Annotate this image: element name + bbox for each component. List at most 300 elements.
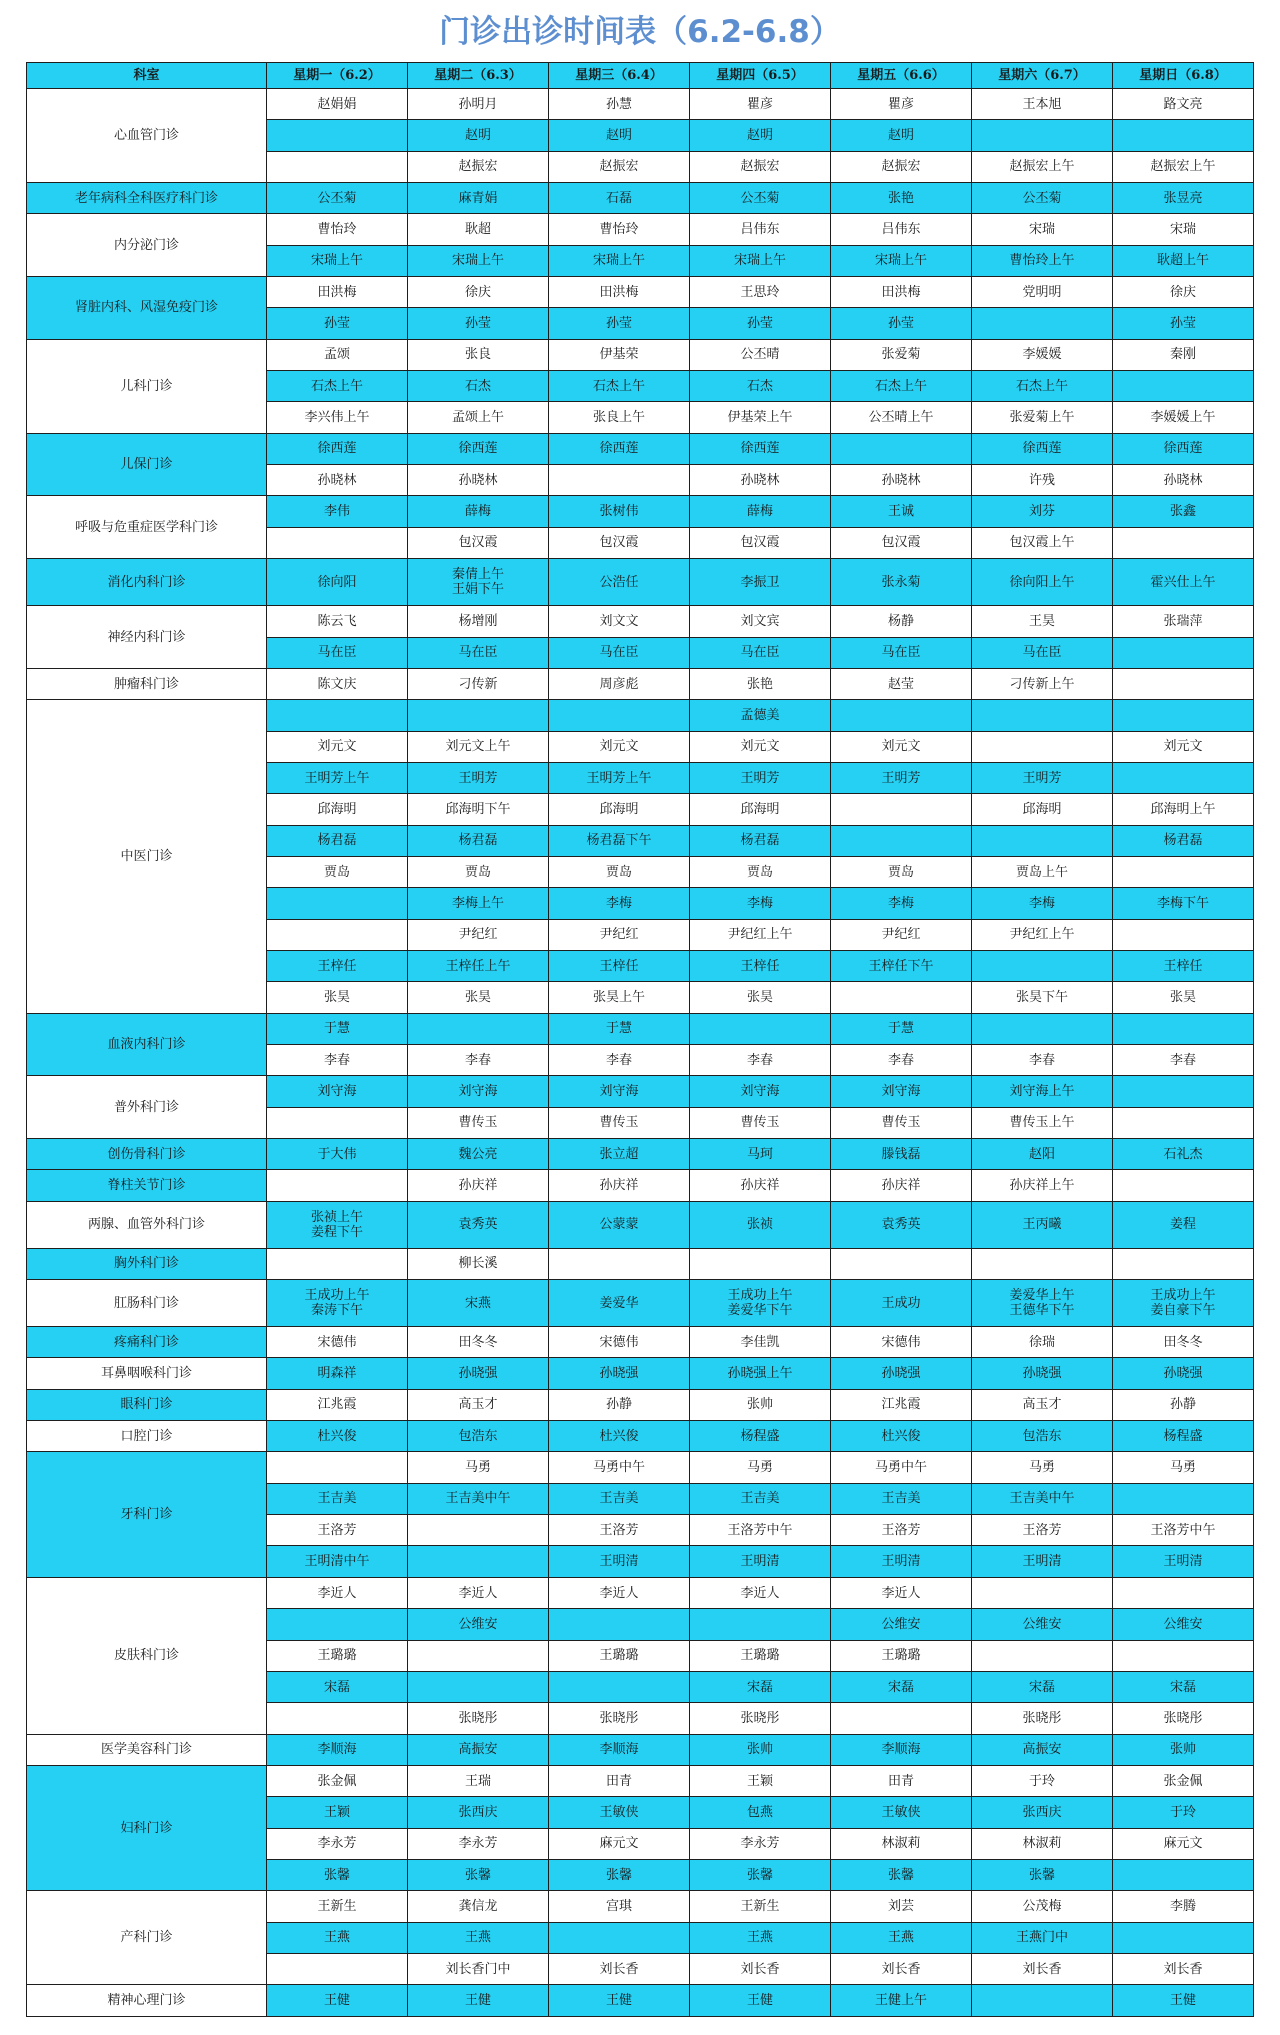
- schedule-cell: 张晓彤: [549, 1703, 690, 1734]
- schedule-cell: 杨君磊下午: [549, 825, 690, 856]
- schedule-cell: 石杰上午: [972, 371, 1113, 402]
- schedule-cell: 王成功: [831, 1280, 972, 1327]
- schedule-cell: 贾岛上午: [972, 856, 1113, 887]
- schedule-cell: 石杰上午: [267, 371, 408, 402]
- schedule-cell: 宋德伟: [267, 1327, 408, 1358]
- schedule-cell: 田冬冬: [408, 1327, 549, 1358]
- schedule-cell: 王燕门中: [972, 1922, 1113, 1953]
- schedule-cell: 公维安: [1113, 1609, 1254, 1640]
- schedule-cell: [831, 982, 972, 1013]
- schedule-cell: [1113, 1076, 1254, 1107]
- department-name: 妇科门诊: [27, 1765, 267, 1890]
- schedule-cell: [972, 1013, 1113, 1044]
- schedule-cell: [549, 1248, 690, 1279]
- schedule-cell: 宋燕: [408, 1280, 549, 1327]
- schedule-cell: 王梓任: [549, 950, 690, 981]
- schedule-cell: [267, 888, 408, 919]
- schedule-cell: 公茂梅: [972, 1891, 1113, 1922]
- schedule-cell: 田洪梅: [549, 277, 690, 308]
- schedule-cell: 宋瑞上午: [408, 245, 549, 276]
- schedule-cell: 马在臣: [690, 637, 831, 668]
- schedule-cell: 王璐璐: [267, 1640, 408, 1671]
- schedule-cell: 耿超上午: [1113, 245, 1254, 276]
- schedule-cell: 麻青娟: [408, 183, 549, 214]
- department-name: 血液内科门诊: [27, 1013, 267, 1076]
- schedule-cell: 曹传玉: [408, 1107, 549, 1138]
- schedule-cell: [267, 1953, 408, 1984]
- schedule-cell: 李永芳: [267, 1828, 408, 1859]
- schedule-cell: 柳长溪: [408, 1248, 549, 1279]
- table-row: [27, 1327, 1254, 1358]
- schedule-cell: 薛梅: [408, 496, 549, 527]
- header-day: 星期五（6.6）: [831, 63, 972, 89]
- schedule-cell: 张瑞萍: [1113, 606, 1254, 637]
- schedule-cell: 邱海明: [549, 794, 690, 825]
- schedule-cell: 王明芳上午: [549, 762, 690, 793]
- schedule-cell: 包汉霞: [690, 527, 831, 558]
- schedule-cell: 赵莹: [831, 668, 972, 699]
- schedule-cell: 孟颂: [267, 339, 408, 370]
- schedule-cell: 李梅: [831, 888, 972, 919]
- schedule-cell: 杜兴俊: [267, 1421, 408, 1452]
- schedule-cell: 孙静: [1113, 1389, 1254, 1420]
- table-row: [27, 606, 1254, 637]
- schedule-cell: 徐瑞: [972, 1327, 1113, 1358]
- schedule-cell: 马在臣: [408, 637, 549, 668]
- schedule-cell: 刘元文: [1113, 731, 1254, 762]
- schedule-cell: 麻元文: [549, 1828, 690, 1859]
- schedule-cell: 李春: [549, 1044, 690, 1075]
- schedule-cell: 赵明: [690, 120, 831, 151]
- schedule-cell: 杜兴俊: [549, 1421, 690, 1452]
- schedule-cell: [267, 151, 408, 182]
- schedule-cell: [972, 950, 1113, 981]
- schedule-cell: 王洛芳中午: [1113, 1515, 1254, 1546]
- schedule-cell: 王诚: [831, 496, 972, 527]
- schedule-cell: [267, 700, 408, 731]
- schedule-cell: 陈云飞: [267, 606, 408, 637]
- schedule-cell: 公丕晴: [690, 339, 831, 370]
- schedule-cell: 孙莹: [831, 308, 972, 339]
- schedule-cell: [690, 1248, 831, 1279]
- schedule-cell: 王健: [549, 1985, 690, 2017]
- schedule-cell: 张馨: [408, 1859, 549, 1890]
- schedule-cell: 尹纪红: [831, 919, 972, 950]
- schedule-cell: 张昱亮: [1113, 183, 1254, 214]
- schedule-cell: 马在臣: [549, 637, 690, 668]
- schedule-cell: 王燕: [690, 1922, 831, 1953]
- table-row: [27, 668, 1254, 699]
- header-dept: 科室: [27, 63, 267, 89]
- schedule-cell: 邱海明: [972, 794, 1113, 825]
- schedule-cell: 包汉霞: [408, 527, 549, 558]
- schedule-cell: 刘芸: [831, 1891, 972, 1922]
- schedule-cell: 高玉才: [408, 1389, 549, 1420]
- schedule-cell: 袁秀英: [408, 1201, 549, 1248]
- schedule-cell: 张晓彤: [972, 1703, 1113, 1734]
- schedule-cell: [1113, 1577, 1254, 1608]
- schedule-cell: 徐向阳: [267, 559, 408, 606]
- schedule-cell: [1113, 1859, 1254, 1890]
- schedule-cell: 刘长香: [549, 1953, 690, 1984]
- schedule-cell: 李梅上午: [408, 888, 549, 919]
- schedule-cell: 宋磊: [972, 1671, 1113, 1702]
- schedule-cell: 公维安: [831, 1609, 972, 1640]
- schedule-cell: 张馨: [267, 1859, 408, 1890]
- schedule-cell: [690, 1013, 831, 1044]
- schedule-cell: 曹传玉: [690, 1107, 831, 1138]
- schedule-cell: 王洛芳: [972, 1515, 1113, 1546]
- schedule-cell: 张晓彤: [1113, 1703, 1254, 1734]
- schedule-cell: 公浩任: [549, 559, 690, 606]
- schedule-cell: 李梅: [972, 888, 1113, 919]
- table-row: [27, 559, 1254, 606]
- schedule-cell: 包浩东: [972, 1421, 1113, 1452]
- schedule-cell: 张艳: [831, 183, 972, 214]
- schedule-cell: 张祯: [690, 1201, 831, 1248]
- schedule-cell: 孙莹: [408, 308, 549, 339]
- schedule-cell: 石杰上午: [549, 371, 690, 402]
- schedule-cell: 吕伟东: [831, 214, 972, 245]
- schedule-cell: 王吉美中午: [408, 1483, 549, 1514]
- table-row: [27, 1389, 1254, 1420]
- schedule-cell: 林淑莉: [831, 1828, 972, 1859]
- schedule-cell: 宋德伟: [549, 1327, 690, 1358]
- schedule-cell: 邱海明上午: [1113, 794, 1254, 825]
- schedule-cell: 尹纪红: [549, 919, 690, 950]
- table-row: [27, 89, 1254, 120]
- schedule-cell: 杨静: [831, 606, 972, 637]
- schedule-cell: 公丕晴上午: [831, 402, 972, 433]
- schedule-cell: 李春: [408, 1044, 549, 1075]
- schedule-cell: [267, 1107, 408, 1138]
- schedule-cell: 刘长香: [690, 1953, 831, 1984]
- schedule-cell: 王敏侠: [549, 1797, 690, 1828]
- schedule-cell: 魏公亮: [408, 1139, 549, 1170]
- schedule-cell: 石杰: [690, 371, 831, 402]
- schedule-cell: 徐西莲: [408, 433, 549, 464]
- department-name: 耳鼻咽喉科门诊: [27, 1358, 267, 1389]
- schedule-cell: [267, 120, 408, 151]
- schedule-cell: 于慧: [267, 1013, 408, 1044]
- schedule-cell: [408, 1640, 549, 1671]
- schedule-cell: [972, 1985, 1113, 2017]
- schedule-cell: 陈文庆: [267, 668, 408, 699]
- schedule-cell: 赵明: [831, 120, 972, 151]
- schedule-cell: 张馨: [549, 1859, 690, 1890]
- schedule-cell: 田冬冬: [1113, 1327, 1254, 1358]
- schedule-cell: 姜爱华: [549, 1280, 690, 1327]
- table-row: [27, 1985, 1254, 2017]
- schedule-cell: 田洪梅: [267, 277, 408, 308]
- department-name: 疼痛科门诊: [27, 1327, 267, 1358]
- schedule-cell: 姜爱华上午 王德华下午: [972, 1280, 1113, 1327]
- schedule-cell: 刘守海上午: [972, 1076, 1113, 1107]
- schedule-cell: 尹纪红上午: [690, 919, 831, 950]
- schedule-cell: 赵振宏: [831, 151, 972, 182]
- schedule-cell: 曹怡玲: [267, 214, 408, 245]
- department-name: 创伤骨科门诊: [27, 1139, 267, 1170]
- table-row: [27, 433, 1254, 464]
- schedule-cell: 石杰: [408, 371, 549, 402]
- schedule-cell: 张晓彤: [408, 1703, 549, 1734]
- schedule-cell: 李近人: [831, 1577, 972, 1608]
- schedule-cell: 孙晓强: [972, 1358, 1113, 1389]
- schedule-cell: [549, 1609, 690, 1640]
- schedule-cell: 秦刚: [1113, 339, 1254, 370]
- schedule-cell: [267, 1248, 408, 1279]
- schedule-cell: 王璐璐: [690, 1640, 831, 1671]
- department-name: 两腺、血管外科门诊: [27, 1201, 267, 1248]
- schedule-cell: 李春: [831, 1044, 972, 1075]
- department-name: 呼吸与危重症医学科门诊: [27, 496, 267, 559]
- schedule-cell: 曹传玉: [831, 1107, 972, 1138]
- schedule-cell: [972, 308, 1113, 339]
- schedule-cell: 刘守海: [267, 1076, 408, 1107]
- schedule-cell: 田青: [831, 1765, 972, 1796]
- schedule-cell: 徐西莲: [972, 433, 1113, 464]
- schedule-cell: 张树伟: [549, 496, 690, 527]
- schedule-cell: 石礼杰: [1113, 1139, 1254, 1170]
- schedule-cell: 杨程盛: [1113, 1421, 1254, 1452]
- table-row: [27, 496, 1254, 527]
- schedule-cell: 王明芳上午: [267, 762, 408, 793]
- schedule-cell: 张昊: [1113, 982, 1254, 1013]
- schedule-cell: [1113, 527, 1254, 558]
- schedule-cell: 孙庆祥: [549, 1170, 690, 1201]
- schedule-cell: 宋磊: [690, 1671, 831, 1702]
- schedule-cell: 贾岛: [690, 856, 831, 887]
- schedule-cell: 王明芳: [408, 762, 549, 793]
- schedule-cell: [408, 1671, 549, 1702]
- schedule-cell: 石磊: [549, 183, 690, 214]
- schedule-cell: 李腾: [1113, 1891, 1254, 1922]
- schedule-cell: 张永菊: [831, 559, 972, 606]
- schedule-cell: [831, 433, 972, 464]
- schedule-cell: 王吉美: [267, 1483, 408, 1514]
- schedule-cell: [972, 1640, 1113, 1671]
- schedule-cell: 王成功上午 姜爱华下午: [690, 1280, 831, 1327]
- schedule-cell: 孙静: [549, 1389, 690, 1420]
- schedule-cell: 江兆霞: [267, 1389, 408, 1420]
- department-name: 儿保门诊: [27, 433, 267, 496]
- schedule-cell: 吕伟东: [690, 214, 831, 245]
- schedule-cell: [1113, 1483, 1254, 1514]
- table-row: [27, 1201, 1254, 1248]
- schedule-cell: 公丕菊: [972, 183, 1113, 214]
- schedule-cell: 张立超: [549, 1139, 690, 1170]
- table-row: [27, 700, 1254, 731]
- schedule-cell: 王成功上午 姜自豪下午: [1113, 1280, 1254, 1327]
- schedule-cell: 麻元文: [1113, 1828, 1254, 1859]
- schedule-cell: 徐西莲: [267, 433, 408, 464]
- header-day: 星期六（6.7）: [972, 63, 1113, 89]
- schedule-cell: 马在臣: [972, 637, 1113, 668]
- schedule-cell: 王洛芳中午: [690, 1515, 831, 1546]
- schedule-cell: [1113, 1170, 1254, 1201]
- schedule-cell: 刘守海: [690, 1076, 831, 1107]
- table-row: [27, 214, 1254, 245]
- schedule-cell: [831, 794, 972, 825]
- schedule-cell: 高振安: [972, 1734, 1113, 1765]
- schedule-cell: 王燕: [267, 1922, 408, 1953]
- schedule-cell: 党明明: [972, 277, 1113, 308]
- schedule-cell: 赵振宏上午: [1113, 151, 1254, 182]
- schedule-cell: 王燕: [408, 1922, 549, 1953]
- schedule-cell: 刘文文: [549, 606, 690, 637]
- schedule-cell: 马在臣: [831, 637, 972, 668]
- schedule-cell: 王瑞: [408, 1765, 549, 1796]
- schedule-cell: 李振卫: [690, 559, 831, 606]
- schedule-cell: 孙晓强: [1113, 1358, 1254, 1389]
- schedule-cell: 江兆霞: [831, 1389, 972, 1420]
- schedule-cell: 宋德伟: [831, 1327, 972, 1358]
- schedule-cell: 刘元文: [831, 731, 972, 762]
- schedule-cell: 宋瑞上午: [690, 245, 831, 276]
- table-row: [27, 1421, 1254, 1452]
- schedule-cell: 公丕菊: [267, 183, 408, 214]
- schedule-cell: 王梓任: [1113, 950, 1254, 981]
- schedule-cell: 孙晓林: [831, 465, 972, 496]
- schedule-cell: 王洛芳: [267, 1515, 408, 1546]
- table-row: [27, 1452, 1254, 1483]
- schedule-cell: 王璐璐: [831, 1640, 972, 1671]
- schedule-cell: 孟颂上午: [408, 402, 549, 433]
- department-name: 肾脏内科、风湿免疫门诊: [27, 277, 267, 340]
- schedule-cell: 孙晓林: [267, 465, 408, 496]
- schedule-cell: 张昊: [690, 982, 831, 1013]
- schedule-cell: 滕钱磊: [831, 1139, 972, 1170]
- schedule-cell: 许残: [972, 465, 1113, 496]
- schedule-cell: 杨程盛: [690, 1421, 831, 1452]
- schedule-cell: 薛梅: [690, 496, 831, 527]
- schedule-cell: 孙明月: [408, 89, 549, 120]
- schedule-cell: 马勇: [1113, 1452, 1254, 1483]
- department-name: 医学美容科门诊: [27, 1734, 267, 1765]
- schedule-body: [27, 89, 1254, 2017]
- schedule-cell: 宋瑞上午: [549, 245, 690, 276]
- department-name: 神经内科门诊: [27, 606, 267, 669]
- schedule-cell: 李佳凯: [690, 1327, 831, 1358]
- schedule-cell: 徐西莲: [690, 433, 831, 464]
- department-name: 眼科门诊: [27, 1389, 267, 1420]
- schedule-cell: [831, 1248, 972, 1279]
- schedule-cell: 徐庆: [1113, 277, 1254, 308]
- schedule-cell: 宋磊: [831, 1671, 972, 1702]
- schedule-cell: 王明芳: [690, 762, 831, 793]
- schedule-cell: 刘文宾: [690, 606, 831, 637]
- schedule-cell: 王明清: [1113, 1546, 1254, 1577]
- schedule-cell: 张祯上午 姜程下午: [267, 1201, 408, 1248]
- department-name: 产科门诊: [27, 1891, 267, 1985]
- schedule-cell: [1113, 762, 1254, 793]
- schedule-cell: 李顺海: [831, 1734, 972, 1765]
- schedule-cell: 伊基荣: [549, 339, 690, 370]
- schedule-cell: 马勇中午: [831, 1452, 972, 1483]
- schedule-cell: 王梓任: [690, 950, 831, 981]
- schedule-cell: [1113, 1013, 1254, 1044]
- table-row: [27, 1170, 1254, 1201]
- schedule-cell: 王璐璐: [549, 1640, 690, 1671]
- table-row: [27, 1765, 1254, 1796]
- schedule-cell: 王健: [690, 1985, 831, 2017]
- schedule-cell: 霍兴仕上午: [1113, 559, 1254, 606]
- schedule-cell: 张馨: [972, 1859, 1113, 1890]
- schedule-cell: 王明芳: [972, 762, 1113, 793]
- header-day: 星期四（6.5）: [690, 63, 831, 89]
- table-row: [27, 339, 1254, 370]
- schedule-cell: 赵明: [408, 120, 549, 151]
- schedule-cell: 王明清: [690, 1546, 831, 1577]
- schedule-cell: [1113, 1248, 1254, 1279]
- schedule-cell: 邱海明: [267, 794, 408, 825]
- schedule-cell: 石杰上午: [831, 371, 972, 402]
- schedule-cell: 马勇: [690, 1452, 831, 1483]
- schedule-cell: 路文亮: [1113, 89, 1254, 120]
- schedule-cell: 公丕菊: [690, 183, 831, 214]
- schedule-cell: 田青: [549, 1765, 690, 1796]
- schedule-cell: 王明芳: [831, 762, 972, 793]
- schedule-cell: 姜程: [1113, 1201, 1254, 1248]
- schedule-cell: 张艳: [690, 668, 831, 699]
- table-row: [27, 1358, 1254, 1389]
- department-name: 心血管门诊: [27, 89, 267, 183]
- schedule-cell: 宋瑞上午: [267, 245, 408, 276]
- schedule-cell: [690, 1609, 831, 1640]
- schedule-cell: 王洛芳: [549, 1515, 690, 1546]
- schedule-cell: 孙庆祥: [408, 1170, 549, 1201]
- schedule-cell: [408, 1013, 549, 1044]
- schedule-cell: 李春: [690, 1044, 831, 1075]
- department-name: 脊柱关节门诊: [27, 1170, 267, 1201]
- schedule-cell: 王吉美中午: [972, 1483, 1113, 1514]
- schedule-cell: 刘长香门中: [408, 1953, 549, 1984]
- schedule-cell: 杨君磊: [408, 825, 549, 856]
- schedule-cell: 孙晓强: [408, 1358, 549, 1389]
- schedule-cell: 李梅下午: [1113, 888, 1254, 919]
- schedule-cell: 杨君磊: [690, 825, 831, 856]
- schedule-cell: 田洪梅: [831, 277, 972, 308]
- schedule-cell: 刘元文: [267, 731, 408, 762]
- department-name: 口腔门诊: [27, 1421, 267, 1452]
- schedule-cell: 赵阳: [972, 1139, 1113, 1170]
- schedule-cell: 杨增刚: [408, 606, 549, 637]
- schedule-cell: 包汉霞: [549, 527, 690, 558]
- schedule-cell: 包燕: [690, 1797, 831, 1828]
- department-name: 皮肤科门诊: [27, 1577, 267, 1734]
- schedule-cell: 袁秀英: [831, 1201, 972, 1248]
- schedule-table: [26, 62, 1254, 2017]
- schedule-cell: 明森祥: [267, 1358, 408, 1389]
- schedule-cell: 李顺海: [267, 1734, 408, 1765]
- schedule-cell: [1113, 668, 1254, 699]
- schedule-cell: 赵明: [549, 120, 690, 151]
- schedule-cell: 宋瑞: [972, 214, 1113, 245]
- schedule-cell: [831, 700, 972, 731]
- header-day: 星期二（6.3）: [408, 63, 549, 89]
- schedule-cell: 张帅: [690, 1734, 831, 1765]
- schedule-cell: 孙庆祥上午: [972, 1170, 1113, 1201]
- schedule-cell: 李春: [267, 1044, 408, 1075]
- schedule-cell: 马勇: [972, 1452, 1113, 1483]
- schedule-cell: 刘元文上午: [408, 731, 549, 762]
- schedule-cell: 马珂: [690, 1139, 831, 1170]
- schedule-cell: 宋磊: [1113, 1671, 1254, 1702]
- schedule-cell: [549, 1922, 690, 1953]
- schedule-cell: [1113, 919, 1254, 950]
- department-name: 牙科门诊: [27, 1452, 267, 1577]
- schedule-cell: 李近人: [690, 1577, 831, 1608]
